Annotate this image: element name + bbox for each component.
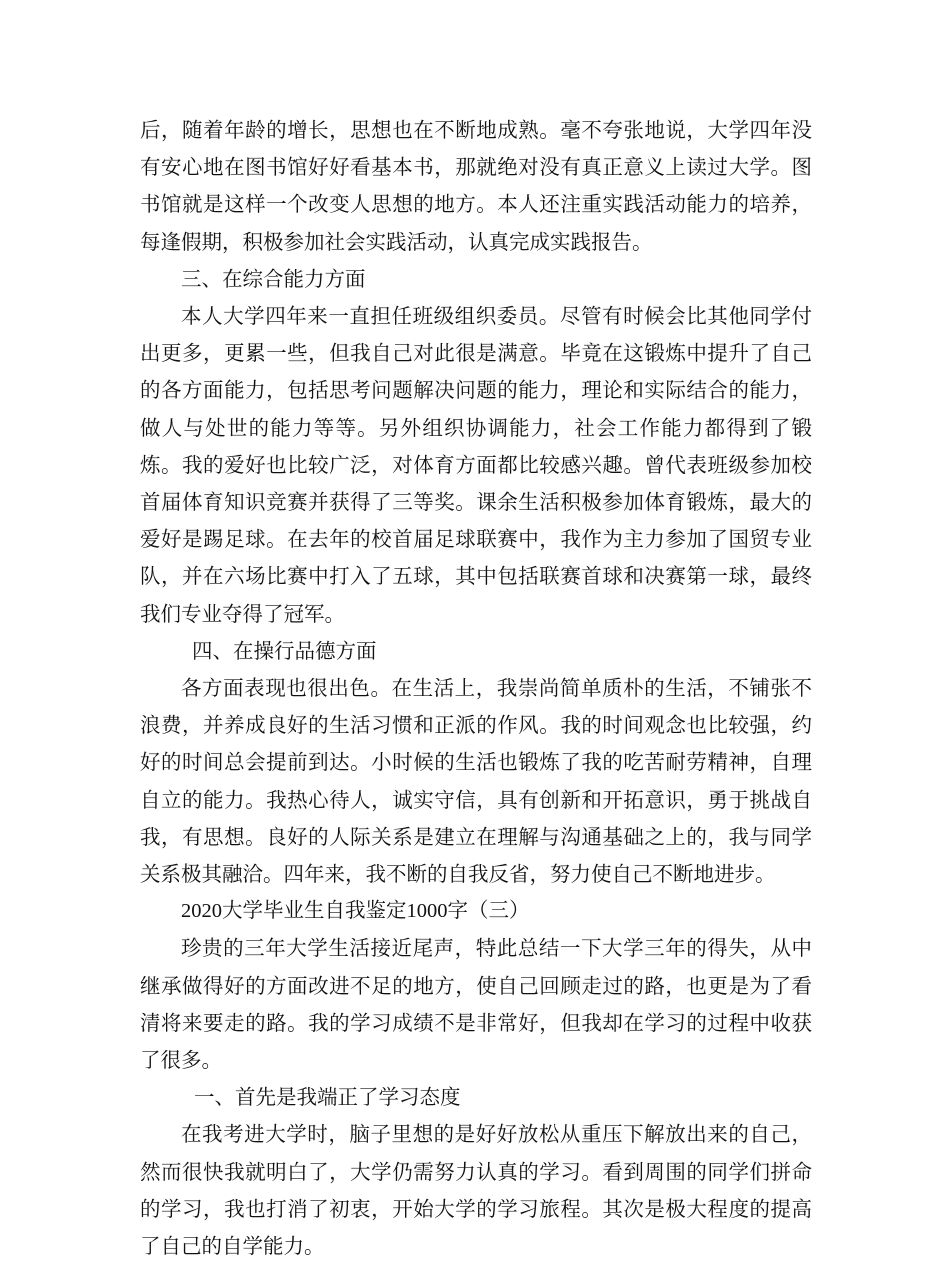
paragraph-moral-conduct: 各方面表现也很出色。在生活上，我崇尚简单质朴的生活，不铺张不浪费，并养成良好的生活习惯和正派的作风。我的时间观念也比较强，约好的时间总会提前到达。小时候的生活也锻炼了我的吃苦耐劳精神，自理自立的能力。我热心待人，诚实守信，具有创新和开拓意识，勇于挑战自我，有思想。良好的人际关系是建立在理解与沟通基础之上的，我与同学关系极其融洽。四年来，我不断的自我反省，努力使自己不断地进步。 bbox=[140, 676, 812, 887]
paragraph-comprehensive-ability: 本人大学四年来一直担任班级组织委员。尽管有时候会比其他同学付出更多，更累一些，但我自己对此很是满意。毕竟在这锻炼中提升了自己的各方面能力，包括思考问题解决问题的能力，理论和实际结合的能力，做人与处世的能力等等。另外组织协调能力，社会工作能力都得到了锻炼。我的爱好也比较广泛，对体育方面都比较感兴趣。曾代表班级参加校首届体育知识竞赛并获得了三等奖。课余生活积极参加体育锻炼，最大的爱好是踢足球。在去年的校首届足球联赛中，我作为主力参加了国贸专业队，并在六场比赛中打入了五球，其中包括联赛首球和决赛第一球，最终我们专业夺得了冠军。 bbox=[140, 304, 812, 626]
paragraph-introduction: 珍贵的三年大学生活接近尾声，特此总结一下大学三年的得失，从中继承做得好的方面改进不足的地方，使自己回顾走过的路，也更是为了看清将来要走的路。我的学习成绩不是非常好，但我却在学习的过程中收获了很多。 bbox=[140, 936, 812, 1073]
section-heading-moral-conduct: 四、在操行品德方面 bbox=[192, 638, 377, 663]
section-heading-learning-attitude: 一、首先是我端正了学习态度 bbox=[194, 1085, 461, 1110]
paragraph-learning-attitude: 在我考进大学时，脑子里想的是好好放松从重压下解放出来的自己，然而很快我就明白了，大学仍需努力认真的学习。看到周围的同学们拼命的学习，我也打消了初衷，开始大学的学习旅程。其次是极大程度的提高了自己的自学能力。 bbox=[140, 1122, 812, 1259]
document-body bbox=[140, 112, 812, 1265]
paragraph-library-and-practice: 后，随着年龄的增长，思想也在不断地成熟。毫不夸张地说，大学四年没有安心地在图书馆好好看基本书，那就绝对没有真正意义上读过大学。图书馆就是这样一个改变人思想的地方。本人还注重实践活动能力的培养，每逢假期，积极参加社会实践活动，认真完成实践报告。 bbox=[140, 118, 812, 254]
article-title-part-three: 2020大学毕业生自我鉴定1000字（三） bbox=[181, 900, 530, 923]
section-heading-comprehensive-ability: 三、在综合能力方面 bbox=[181, 266, 366, 291]
